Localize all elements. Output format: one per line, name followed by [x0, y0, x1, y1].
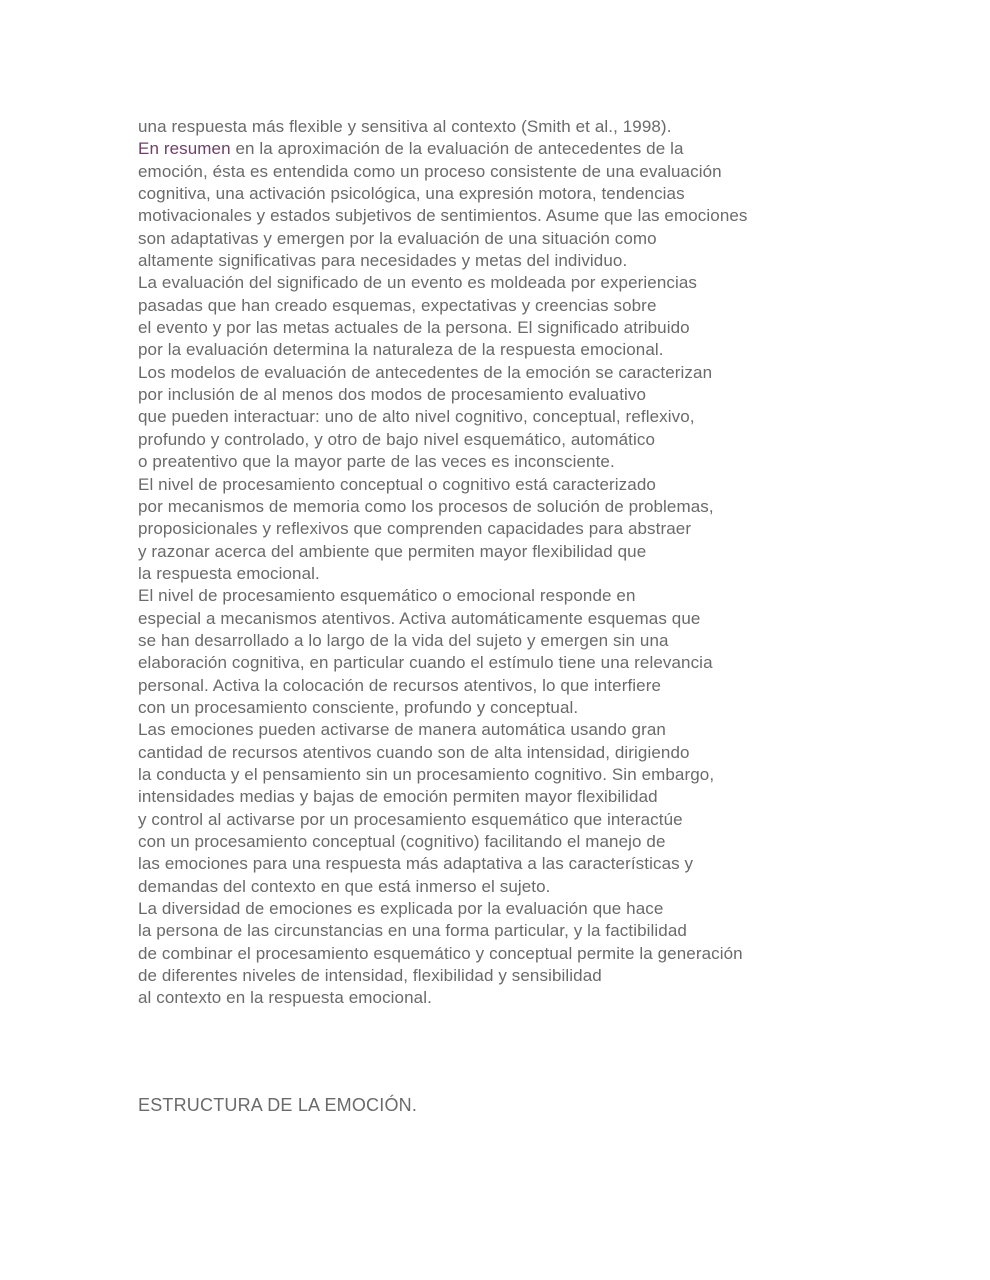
text-line: por mecanismos de memoria como los procesos de solución de problemas,	[138, 496, 714, 516]
text-line: Los modelos de evaluación de antecedentes de la emoción se caracterizan	[138, 362, 713, 382]
text-line: las emociones para una respuesta más adaptativa a las características y	[138, 854, 694, 874]
text-line	[138, 138, 748, 160]
text-line: El nivel de procesamiento conceptual o cognitivo está caracterizado	[138, 474, 656, 494]
text-line: intensidades medias y bajas de emoción permiten mayor flexibilidad	[138, 787, 658, 807]
text-line: de diferentes niveles de intensidad, flexibilidad y sensibilidad	[138, 966, 602, 986]
accent-phrase: En resumen	[138, 139, 231, 159]
text-line: Las emociones pueden activarse de manera automática usando gran	[138, 720, 666, 740]
section-heading: ESTRUCTURA DE LA EMOCIÓN.	[138, 1095, 418, 1115]
text-line: proposicionales y reflexivos que comprenden capacidades para abstraer	[138, 519, 692, 539]
text-line: La evaluación del significado de un evento es moldeada por experiencias	[138, 273, 698, 293]
text-line: de combinar el procesamiento esquemático y conceptual permite la generación	[138, 943, 743, 963]
text-line: la respuesta emocional.	[138, 563, 320, 583]
text-line: que pueden interactuar: uno de alto nivel cognitivo, conceptual, reflexivo,	[138, 407, 695, 427]
text-line: la conducta y el pensamiento sin un procesamiento cognitivo. Sin embargo,	[138, 764, 715, 784]
text-line: especial a mecanismos atentivos. Activa automáticamente esquemas que	[138, 608, 701, 628]
text-line: y razonar acerca del ambiente que permiten mayor flexibilidad que	[138, 541, 647, 561]
text-line: se han desarrollado a lo largo de la vida del sujeto y emergen sin una	[138, 630, 669, 650]
text-line: una respuesta más flexible y sensitiva al contexto (Smith et al., 1998).	[138, 117, 672, 136]
text-line: profundo y controlado, y otro de bajo nivel esquemático, automático	[138, 429, 656, 449]
text-line: demandas del contexto en que está inmerso el sujeto.	[138, 876, 551, 896]
text-line: cognitiva, una activación psicológica, una expresión motora, tendencias	[138, 184, 685, 204]
text-line: motivacionales y estados subjetivos de sentimientos. Asume que las emociones	[138, 206, 748, 226]
text-line: altamente significativas para necesidades y metas del individuo.	[138, 251, 628, 271]
text-line: emoción, ésta es entendida como un proceso consistente de una evaluación	[138, 161, 722, 181]
text-line: o preatentivo que la mayor parte de las veces es inconsciente.	[138, 452, 615, 472]
text-line: elaboración cognitiva, en particular cuando el estímulo tiene una relevancia	[138, 653, 713, 673]
text-segment: en la aproximación de la evaluación de antecedentes de la	[230, 139, 684, 159]
document-body-text	[138, 116, 748, 1010]
text-line: La diversidad de emociones es explicada por la evaluación que hace	[138, 899, 664, 919]
text-line: el evento y por las metas actuales de la persona. El significado atribuido	[138, 318, 690, 338]
text-line: cantidad de recursos atentivos cuando son de alta intensidad, dirigiendo	[138, 742, 690, 762]
text-line: son adaptativas y emergen por la evaluación de una situación como	[138, 228, 657, 248]
text-line: la persona de las circunstancias en una forma particular, y la factibilidad	[138, 921, 687, 941]
text-line: por inclusión de al menos dos modos de procesamiento evaluativo	[138, 385, 647, 405]
text-line: por la evaluación determina la naturaleza de la respuesta emocional.	[138, 340, 664, 360]
text-line: al contexto en la respuesta emocional.	[138, 988, 432, 1008]
text-line: personal. Activa la colocación de recursos atentivos, lo que interfiere	[138, 675, 662, 695]
text-line: y control al activarse por un procesamiento esquemático que interactúe	[138, 809, 683, 829]
text-line: con un procesamiento consciente, profundo y conceptual.	[138, 697, 579, 717]
text-line: con un procesamiento conceptual (cognitivo) facilitando el manejo de	[138, 832, 666, 851]
text-line: El nivel de procesamiento esquemático o emocional responde en	[138, 586, 636, 606]
text-line: pasadas que han creado esquemas, expectativas y creencias sobre	[138, 295, 657, 315]
